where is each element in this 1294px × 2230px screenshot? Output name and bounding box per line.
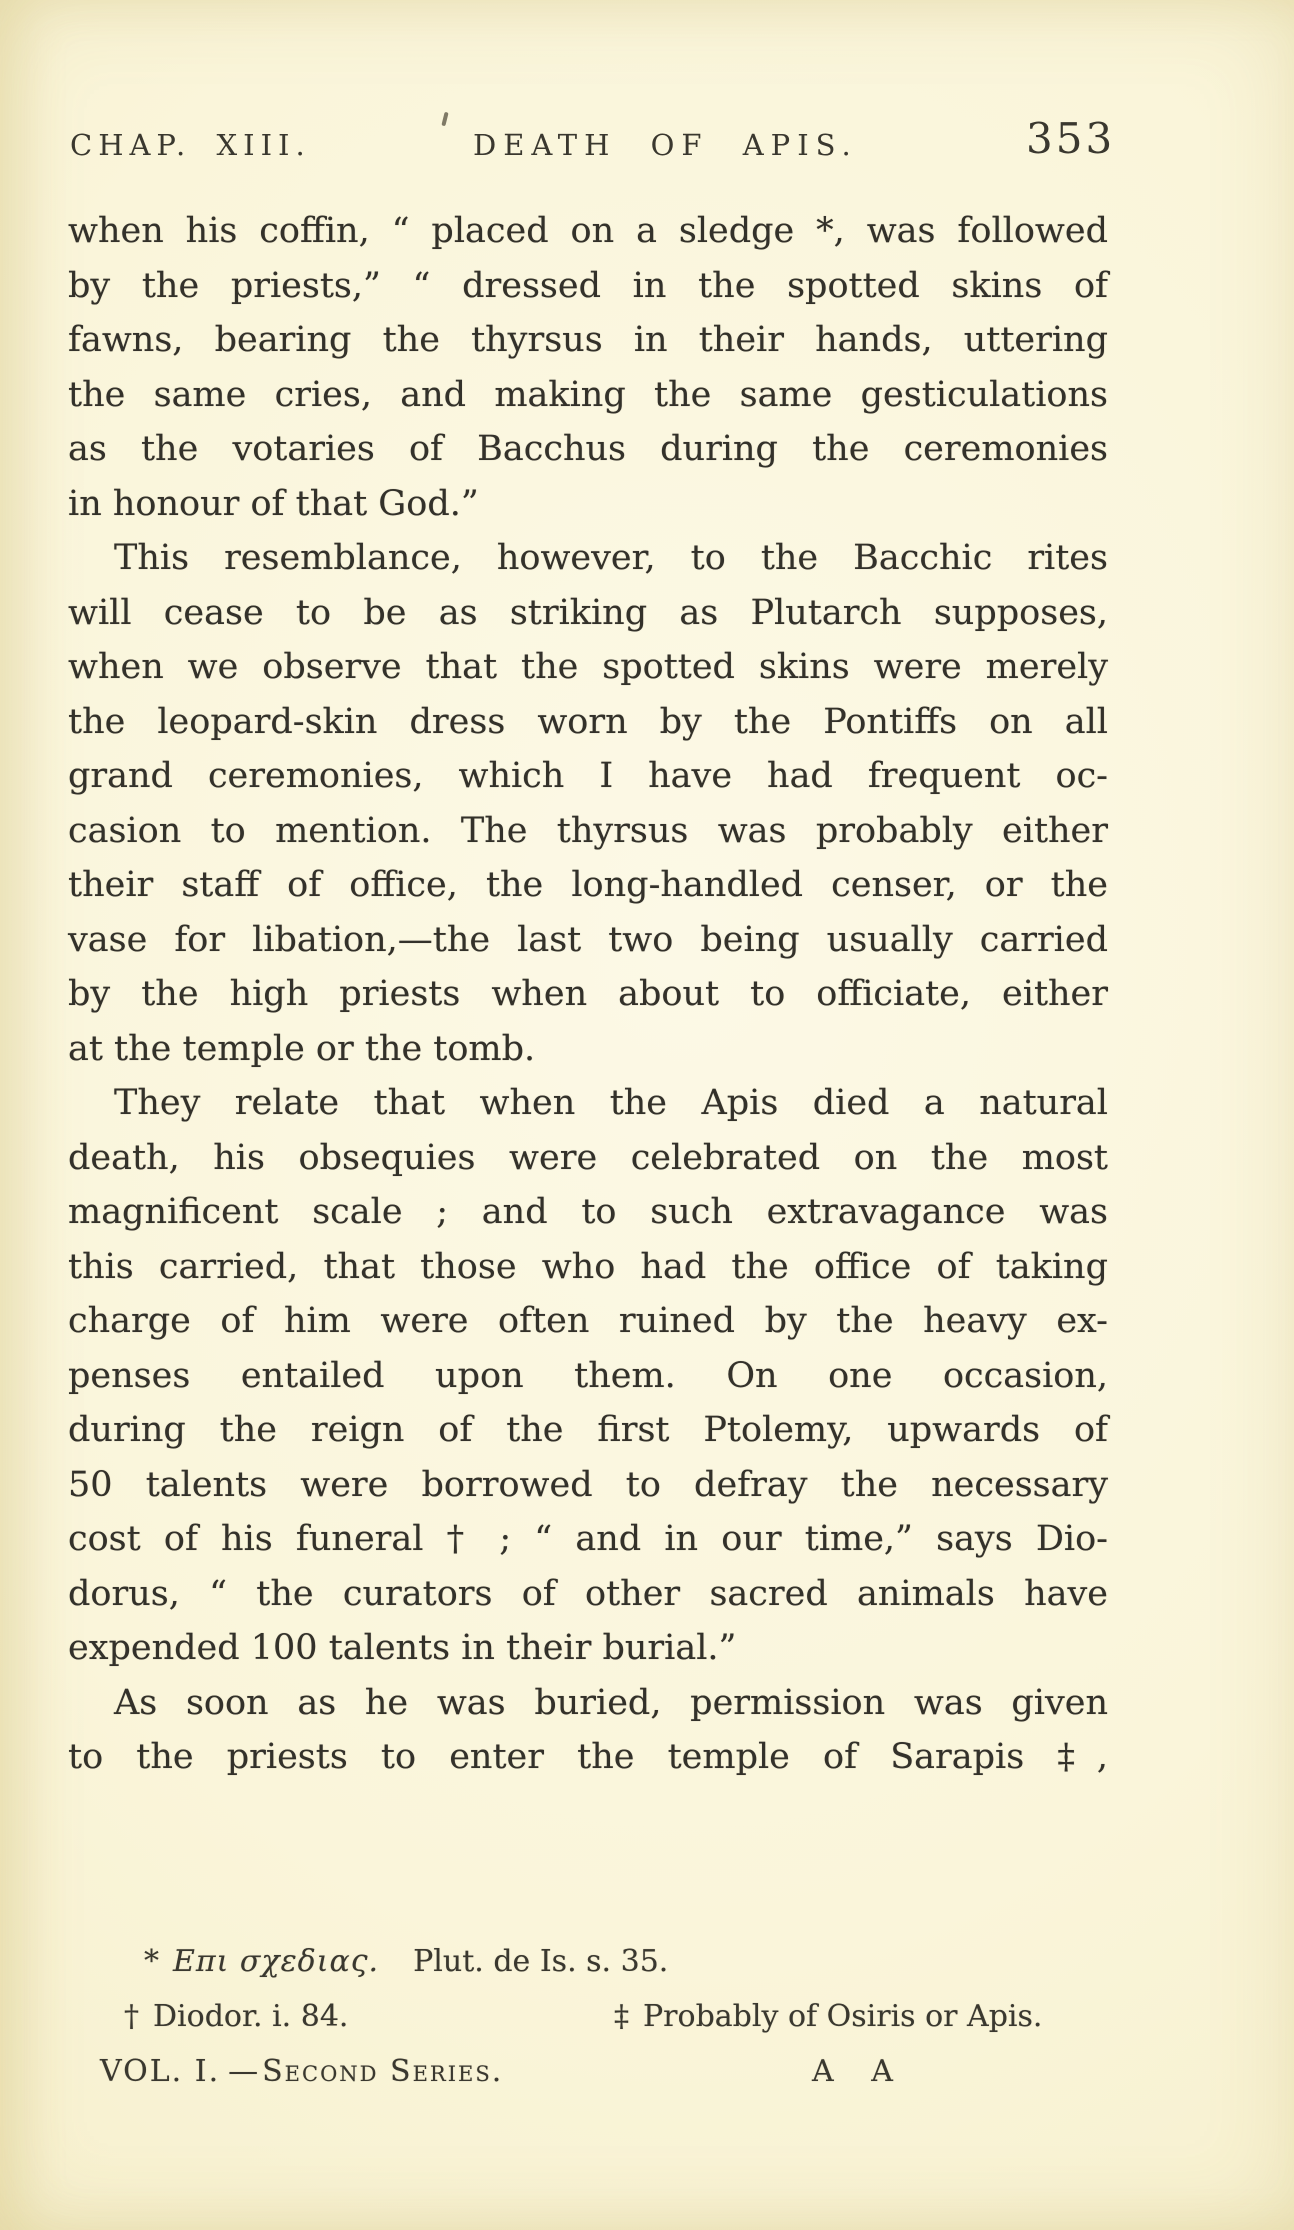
- text-line: to the priests to enter the temple of Sarapis ‡,: [68, 1737, 1108, 1777]
- printer-signature: A A: [812, 2054, 907, 2089]
- running-title: DEATH OF APIS.: [473, 128, 858, 162]
- body-text: [68, 204, 1108, 1785]
- text-line: dorus, “ the curators of other sacred animals have: [68, 1573, 1108, 1614]
- text-line: vase for libation,—the last two being usually carried: [68, 919, 1108, 960]
- text-line: their staff of office, the long-handled censer, or the: [68, 865, 1108, 905]
- text-line: will cease to be as striking as Plutarch supposes,: [68, 592, 1108, 633]
- text-line: this carried, that those who had the office of taking: [68, 1246, 1108, 1287]
- text-line: during the reign of the first Ptolemy, upwards of: [68, 1410, 1108, 1450]
- text-line: at the temple or the tomb.: [68, 1028, 536, 1069]
- footnote-note-text: Probably of Osiris or Apis.: [643, 1999, 1043, 2034]
- text-line: by the priests,” “ dressed in the spotted skins of: [68, 265, 1108, 306]
- text-line: cost of his funeral † ; “ and in our time,” says Dio-: [68, 1519, 1108, 1559]
- text-line: They relate that when the Apis died a natural: [114, 1083, 1108, 1123]
- text-line: death, his obsequies were celebrated on the most: [68, 1137, 1108, 1178]
- volume-label: VOL. I.: [100, 2054, 221, 2089]
- volume-signature-line: [100, 2044, 1140, 2099]
- em-dash: —: [228, 2054, 259, 2089]
- text-line: This resemblance, however, to the Bacchic rites: [114, 538, 1108, 578]
- text-line: grand ceremonies, which I have had frequent oc-: [68, 756, 1108, 796]
- page-number: 353: [1026, 114, 1116, 163]
- text-line: expended 100 talents in their burial.”: [68, 1628, 737, 1668]
- chapter-heading: CHAP. XIII.: [70, 128, 311, 162]
- text-line: magnificent scale ; and to such extravagance was: [68, 1192, 1108, 1232]
- text-line: penses entailed upon them. On one occasion,: [68, 1355, 1108, 1396]
- footnote-citation: Diodor. i. 84.: [153, 1999, 349, 2034]
- text-line: by the high priests when about to officiate, either: [68, 974, 1108, 1014]
- footnote-dagger-row: [100, 1989, 1140, 2044]
- text-line: As soon as he was buried, permission was given: [114, 1682, 1108, 1723]
- text-line: the same cries, and making the same gesticulations: [68, 374, 1108, 415]
- text-line: as the votaries of Bacchus during the ceremonies: [68, 429, 1108, 469]
- ink-speck: [441, 112, 448, 127]
- footnote-asterisk: [100, 1934, 1140, 1989]
- text-line: when we observe that the spotted skins were merely: [68, 647, 1108, 687]
- text-line: charge of him were often ruined by the heavy ex-: [68, 1301, 1108, 1341]
- footnotes: [100, 1934, 1140, 2099]
- asterisk-marker: *: [144, 1944, 159, 1979]
- text-line: fawns, bearing the thyrsus in their hands, uttering: [68, 320, 1108, 360]
- text-line: the leopard-skin dress worn by the Pontiffs on all: [68, 701, 1108, 742]
- text-line: in honour of that God.”: [68, 483, 479, 524]
- series-label: Second Series.: [262, 2054, 504, 2089]
- footnote-greek-text: Επι σχεδιας.: [173, 1944, 380, 1979]
- footnote-citation: Plut. de Is. s. 35.: [413, 1944, 669, 1979]
- dagger-marker: †: [124, 1999, 139, 2034]
- footnote-double-dagger: [614, 1989, 1042, 2044]
- text-line: when his coffin, “ placed on a sledge *, was followed: [68, 211, 1108, 251]
- double-dagger-marker: ‡: [614, 1999, 629, 2034]
- text-line: 50 talents were borrowed to defray the necessary: [68, 1464, 1108, 1505]
- text-line: casion to mention. The thyrsus was probably either: [68, 810, 1108, 851]
